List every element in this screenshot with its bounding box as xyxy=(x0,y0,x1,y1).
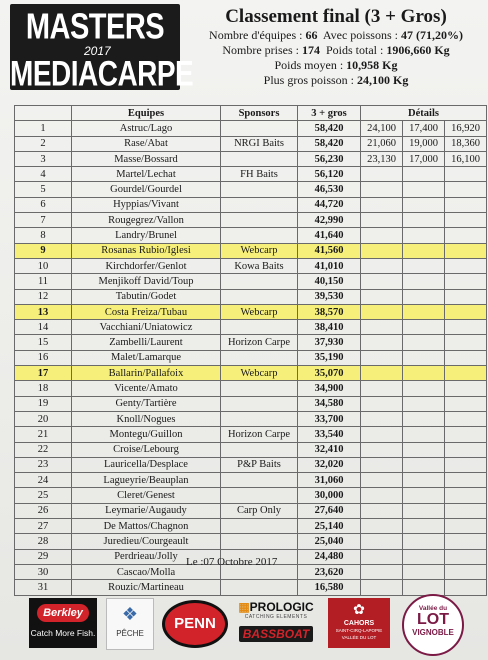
team-cell: Rougegrez/Vallon xyxy=(72,213,221,228)
rank-cell: 14 xyxy=(15,320,72,335)
teams-header: Equipes xyxy=(72,106,221,121)
prologic-logo xyxy=(232,600,320,643)
detail-2-cell: 19,000 xyxy=(403,136,445,151)
detail-2-cell xyxy=(403,243,445,258)
detail-3-cell xyxy=(445,519,487,534)
table-row xyxy=(15,411,487,426)
detail-1-cell xyxy=(361,534,403,549)
team-cell: Vicente/Amato xyxy=(72,381,221,396)
detail-3-cell xyxy=(445,243,487,258)
team-cell: Menjikoff David/Toup xyxy=(72,274,221,289)
table-row xyxy=(15,427,487,442)
rank-cell: 26 xyxy=(15,503,72,518)
table-row xyxy=(15,442,487,457)
rank-cell: 23 xyxy=(15,457,72,472)
score-cell: 25,140 xyxy=(298,519,361,534)
sponsor-cell xyxy=(221,534,298,549)
detail-3-cell xyxy=(445,289,487,304)
detail-1-cell xyxy=(361,381,403,396)
detail-1-cell: 21,060 xyxy=(361,136,403,151)
score-cell: 16,580 xyxy=(298,580,361,595)
summary-line-1 xyxy=(188,28,484,43)
table-row xyxy=(15,473,487,488)
sponsor-cell: Webcarp xyxy=(221,304,298,319)
detail-3-cell: 18,360 xyxy=(445,136,487,151)
table-row xyxy=(15,503,487,518)
rank-cell: 13 xyxy=(15,304,72,319)
with-fish-label: Avec poissons : xyxy=(322,28,398,42)
team-cell: Rase/Abat xyxy=(72,136,221,151)
rank-cell: 17 xyxy=(15,366,72,381)
rank-cell: 16 xyxy=(15,350,72,365)
score-cell: 32,020 xyxy=(298,457,361,472)
rank-cell: 8 xyxy=(15,228,72,243)
detail-2-cell xyxy=(403,534,445,549)
detail-1-cell: 23,130 xyxy=(361,151,403,166)
score-cell: 56,120 xyxy=(298,167,361,182)
logo-line2: MEDIACARPE xyxy=(10,54,194,93)
detail-2-cell xyxy=(403,427,445,442)
sponsor-cell xyxy=(221,411,298,426)
table-row xyxy=(15,396,487,411)
team-cell: Kirchdorfer/Genlot xyxy=(72,258,221,273)
detail-2-cell xyxy=(403,274,445,289)
sponsor-cell: Webcarp xyxy=(221,366,298,381)
cahors-wordmark: CAHORS xyxy=(343,620,375,627)
fish-icon: ❖ xyxy=(121,604,139,624)
sponsor-cell: Horizon Carpe xyxy=(221,335,298,350)
detail-1-cell xyxy=(361,258,403,273)
table-row xyxy=(15,320,487,335)
team-cell: Cleret/Genest xyxy=(72,488,221,503)
detail-2-cell xyxy=(403,258,445,273)
detail-3-cell xyxy=(445,197,487,212)
rank-cell: 11 xyxy=(15,274,72,289)
team-cell: Vacchiani/Uniatowicz xyxy=(72,320,221,335)
detail-2-cell xyxy=(403,350,445,365)
vallee-top: Vallée du xyxy=(418,605,448,612)
score-cell: 37,930 xyxy=(298,335,361,350)
bassboat-logo: BASSBOAT xyxy=(239,626,313,642)
detail-1-cell: 24,100 xyxy=(361,121,403,136)
table-row xyxy=(15,289,487,304)
score-cell: 35,070 xyxy=(298,366,361,381)
detail-3-cell: 16,100 xyxy=(445,151,487,166)
max-label: Plus gros poisson : xyxy=(263,73,354,87)
vallee-bot: VIGNOBLE xyxy=(412,628,454,637)
prologic-text: PROLOGIC xyxy=(249,600,314,614)
detail-2-cell xyxy=(403,457,445,472)
team-cell: Lauricella/Desplace xyxy=(72,457,221,472)
score-cell: 42,990 xyxy=(298,213,361,228)
team-cell: Gourdel/Gourdel xyxy=(72,182,221,197)
sponsor-cell: Carp Only xyxy=(221,503,298,518)
score-cell: 24,480 xyxy=(298,549,361,564)
sponsor-cell xyxy=(221,442,298,457)
catches-value: 174 xyxy=(301,43,320,57)
logo-year: 2017 xyxy=(84,44,111,58)
detail-2-cell xyxy=(403,442,445,457)
score-cell: 33,540 xyxy=(298,427,361,442)
score-cell: 23,620 xyxy=(298,564,361,579)
sponsor-cell xyxy=(221,228,298,243)
detail-2-cell xyxy=(403,167,445,182)
team-cell: Rouzic/Martineau xyxy=(72,580,221,595)
detail-1-cell xyxy=(361,411,403,426)
rank-cell: 12 xyxy=(15,289,72,304)
rank-cell: 19 xyxy=(15,396,72,411)
detail-3-cell xyxy=(445,274,487,289)
rank-cell: 1 xyxy=(15,121,72,136)
sponsor-cell xyxy=(221,350,298,365)
table-row xyxy=(15,228,487,243)
score-cell: 38,410 xyxy=(298,320,361,335)
score-cell: 39,530 xyxy=(298,289,361,304)
team-cell: Tabutin/Godet xyxy=(72,289,221,304)
table-row xyxy=(15,136,487,151)
team-cell: Martel/Lechat xyxy=(72,167,221,182)
sponsor-cell: NRGI Baits xyxy=(221,136,298,151)
detail-3-cell xyxy=(445,396,487,411)
team-cell: Perdrieau/Jolly xyxy=(72,549,221,564)
detail-3-cell xyxy=(445,167,487,182)
table-row xyxy=(15,274,487,289)
detail-2-cell xyxy=(403,503,445,518)
cahors-sub: VALLÉE DU LOT xyxy=(341,635,377,640)
score-cell: 46,530 xyxy=(298,182,361,197)
table-row xyxy=(15,182,487,197)
team-cell: Malet/Lamarque xyxy=(72,350,221,365)
detail-3-cell xyxy=(445,335,487,350)
detail-2-cell xyxy=(403,488,445,503)
detail-1-cell xyxy=(361,564,403,579)
rank-cell: 24 xyxy=(15,473,72,488)
detail-1-cell xyxy=(361,473,403,488)
detail-3-cell xyxy=(445,473,487,488)
detail-2-cell xyxy=(403,411,445,426)
berkley-logo xyxy=(29,598,97,648)
team-cell: Masse/Bossard xyxy=(72,151,221,166)
detail-3-cell xyxy=(445,350,487,365)
detail-2-cell xyxy=(403,366,445,381)
rank-cell: 22 xyxy=(15,442,72,457)
table-header-row xyxy=(15,106,487,121)
detail-2-cell xyxy=(403,304,445,319)
summary-line-2 xyxy=(188,43,484,58)
table-row xyxy=(15,335,487,350)
detail-2-cell: 17,400 xyxy=(403,121,445,136)
sponsor-cell xyxy=(221,381,298,396)
detail-1-cell xyxy=(361,213,403,228)
sponsor-cell xyxy=(221,488,298,503)
cahors-logo xyxy=(328,598,390,648)
table-row xyxy=(15,350,487,365)
rank-cell: 21 xyxy=(15,427,72,442)
detail-1-cell xyxy=(361,350,403,365)
detail-3-cell xyxy=(445,320,487,335)
score-cell: 34,900 xyxy=(298,381,361,396)
rank-cell: 29 xyxy=(15,549,72,564)
score-cell: 32,410 xyxy=(298,442,361,457)
detail-3-cell xyxy=(445,228,487,243)
rank-cell: 10 xyxy=(15,258,72,273)
peche-logo xyxy=(106,598,154,650)
prologic-mark-icon: ▦ xyxy=(238,600,250,614)
detail-1-cell xyxy=(361,289,403,304)
sponsor-cell: P&P Baits xyxy=(221,457,298,472)
rank-cell: 27 xyxy=(15,519,72,534)
score-cell: 27,640 xyxy=(298,503,361,518)
table-row xyxy=(15,488,487,503)
table-row xyxy=(15,243,487,258)
team-cell: Genty/Tartière xyxy=(72,396,221,411)
summary-header xyxy=(188,6,484,88)
detail-1-cell xyxy=(361,366,403,381)
sponsor-cell xyxy=(221,519,298,534)
detail-1-cell xyxy=(361,182,403,197)
detail-2-cell xyxy=(403,197,445,212)
sponsor-cell: Webcarp xyxy=(221,243,298,258)
detail-3-cell xyxy=(445,457,487,472)
rank-cell: 25 xyxy=(15,488,72,503)
table-row xyxy=(15,197,487,212)
total-value: 1906,660 Kg xyxy=(386,43,450,57)
teams-value: 66 xyxy=(305,28,318,42)
detail-2-cell: 17,000 xyxy=(403,151,445,166)
detail-3-cell xyxy=(445,564,487,579)
detail-1-cell xyxy=(361,167,403,182)
date-line: Le :07 Octobre 2017 xyxy=(186,556,278,568)
masters-mediacarpe-logo xyxy=(10,4,194,93)
detail-2-cell xyxy=(403,564,445,579)
team-cell: Leymarie/Augaudy xyxy=(72,503,221,518)
detail-1-cell xyxy=(361,503,403,518)
rank-cell: 3 xyxy=(15,151,72,166)
detail-1-cell xyxy=(361,442,403,457)
detail-1-cell xyxy=(361,488,403,503)
prologic-wordmark xyxy=(232,600,320,614)
sponsor-cell: Kowa Baits xyxy=(221,258,298,273)
table-row xyxy=(15,534,487,549)
team-cell: Cascao/Molla xyxy=(72,564,221,579)
team-cell: Landry/Brunel xyxy=(72,228,221,243)
rank-cell: 7 xyxy=(15,213,72,228)
sponsor-cell: FH Baits xyxy=(221,167,298,182)
detail-2-cell xyxy=(403,381,445,396)
detail-2-cell xyxy=(403,519,445,534)
detail-3-cell xyxy=(445,381,487,396)
sponsor-bar xyxy=(0,592,488,660)
score-cell: 40,150 xyxy=(298,274,361,289)
sponsor-cell: Horizon Carpe xyxy=(221,427,298,442)
table-row xyxy=(15,366,487,381)
team-cell: Croise/Lebourg xyxy=(72,442,221,457)
team-cell: Knoll/Nogues xyxy=(72,411,221,426)
summary-line-4 xyxy=(188,73,484,88)
score-cell: 44,720 xyxy=(298,197,361,212)
table-row xyxy=(15,121,487,136)
vallee-mid: LOT xyxy=(417,611,449,628)
sponsor-cell xyxy=(221,121,298,136)
team-cell: De Mattos/Chagnon xyxy=(72,519,221,534)
team-cell: Montegu/Guillon xyxy=(72,427,221,442)
score-cell: 35,190 xyxy=(298,350,361,365)
detail-1-cell xyxy=(361,457,403,472)
team-cell: Rosanas Rubio/Iglesi xyxy=(72,243,221,258)
penn-logo: PENN xyxy=(162,600,228,648)
table-row xyxy=(15,151,487,166)
detail-3-cell xyxy=(445,304,487,319)
vallee-du-lot-logo xyxy=(402,594,464,656)
score-cell: 25,040 xyxy=(298,534,361,549)
team-cell: Astruc/Lago xyxy=(72,121,221,136)
team-cell: Lagueyrie/Beauplan xyxy=(72,473,221,488)
table-row xyxy=(15,167,487,182)
detail-1-cell xyxy=(361,335,403,350)
rank-cell: 2 xyxy=(15,136,72,151)
rank-cell: 9 xyxy=(15,243,72,258)
table-row xyxy=(15,519,487,534)
score-cell: 30,000 xyxy=(298,488,361,503)
detail-3-cell xyxy=(445,549,487,564)
table-row xyxy=(15,457,487,472)
detail-1-cell xyxy=(361,427,403,442)
detail-2-cell xyxy=(403,549,445,564)
score-cell: 58,420 xyxy=(298,121,361,136)
sponsor-cell xyxy=(221,197,298,212)
sponsor-cell xyxy=(221,213,298,228)
sponsor-cell xyxy=(221,274,298,289)
rank-cell: 30 xyxy=(15,564,72,579)
team-cell: Zambelli/Laurent xyxy=(72,335,221,350)
summary-line-3 xyxy=(188,58,484,73)
rank-cell: 18 xyxy=(15,381,72,396)
cahors-tagline: SAINT-CIRQ-LAPOPIE xyxy=(335,628,383,633)
rank-cell: 4 xyxy=(15,167,72,182)
peche-wordmark: PÊCHE xyxy=(116,629,144,638)
team-cell: Hyppias/Vivant xyxy=(72,197,221,212)
table-row xyxy=(15,213,487,228)
sponsor-cell xyxy=(221,320,298,335)
rank-cell: 5 xyxy=(15,182,72,197)
score-cell: 33,700 xyxy=(298,411,361,426)
detail-1-cell xyxy=(361,228,403,243)
score-cell: 38,570 xyxy=(298,304,361,319)
detail-2-cell xyxy=(403,396,445,411)
logo-line1: MASTERS xyxy=(25,7,165,47)
table-row xyxy=(15,304,487,319)
avg-label: Poids moyen : xyxy=(274,58,344,72)
detail-3-cell xyxy=(445,503,487,518)
detail-1-cell xyxy=(361,243,403,258)
detail-2-cell xyxy=(403,182,445,197)
score-cell: 41,010 xyxy=(298,258,361,273)
detail-3-cell xyxy=(445,427,487,442)
detail-3-cell xyxy=(445,411,487,426)
detail-1-cell xyxy=(361,197,403,212)
detail-2-cell xyxy=(403,289,445,304)
rank-cell: 15 xyxy=(15,335,72,350)
score-cell: 41,640 xyxy=(298,228,361,243)
sponsor-cell xyxy=(221,289,298,304)
score-header: 3 + gros xyxy=(298,106,361,121)
detail-2-cell xyxy=(403,473,445,488)
teams-label: Nombre d'équipes : xyxy=(209,28,303,42)
detail-2-cell xyxy=(403,320,445,335)
detail-3-cell xyxy=(445,534,487,549)
sponsor-cell xyxy=(221,396,298,411)
score-cell: 34,580 xyxy=(298,396,361,411)
sponsors-header: Sponsors xyxy=(221,106,298,121)
sponsor-cell xyxy=(221,182,298,197)
score-cell: 58,420 xyxy=(298,136,361,151)
team-cell: Juredieu/Courgeault xyxy=(72,534,221,549)
table-row xyxy=(15,381,487,396)
berkley-wordmark: Berkley xyxy=(37,604,89,622)
sponsor-cell xyxy=(221,151,298,166)
rank-cell: 6 xyxy=(15,197,72,212)
detail-2-cell xyxy=(403,228,445,243)
team-cell: Ballarin/Pallafoix xyxy=(72,366,221,381)
rank-cell: 20 xyxy=(15,411,72,426)
catches-label: Nombre prises : xyxy=(222,43,299,57)
with-fish-value: 47 (71,20%) xyxy=(400,28,463,42)
rank-cell: 31 xyxy=(15,580,72,595)
total-label: Poids total : xyxy=(325,43,384,57)
prologic-tagline: CATCHING ELEMENTS xyxy=(244,614,308,620)
grapes-icon: ✿ xyxy=(353,601,365,617)
score-cell: 41,560 xyxy=(298,243,361,258)
detail-3-cell xyxy=(445,182,487,197)
detail-2-cell xyxy=(403,335,445,350)
detail-1-cell xyxy=(361,274,403,289)
detail-3-cell xyxy=(445,442,487,457)
detail-1-cell xyxy=(361,304,403,319)
max-value: 24,100 Kg xyxy=(357,73,409,87)
detail-1-cell xyxy=(361,549,403,564)
score-cell: 56,230 xyxy=(298,151,361,166)
rank-header xyxy=(15,106,72,121)
details-header: Détails xyxy=(361,106,487,121)
detail-1-cell xyxy=(361,396,403,411)
detail-1-cell xyxy=(361,320,403,335)
detail-3-cell xyxy=(445,488,487,503)
ranking-table xyxy=(14,105,487,596)
team-cell: Costa Freiza/Tubau xyxy=(72,304,221,319)
detail-1-cell xyxy=(361,519,403,534)
berkley-tagline: Catch More Fish. xyxy=(30,628,96,638)
rank-cell: 28 xyxy=(15,534,72,549)
detail-2-cell xyxy=(403,213,445,228)
score-cell: 31,060 xyxy=(298,473,361,488)
detail-3-cell: 16,920 xyxy=(445,121,487,136)
avg-value: 10,958 Kg xyxy=(346,58,398,72)
detail-3-cell xyxy=(445,366,487,381)
page-title: Classement final (3 + Gros) xyxy=(225,6,447,27)
detail-3-cell xyxy=(445,258,487,273)
table-row xyxy=(15,258,487,273)
sponsor-cell xyxy=(221,473,298,488)
detail-3-cell xyxy=(445,213,487,228)
